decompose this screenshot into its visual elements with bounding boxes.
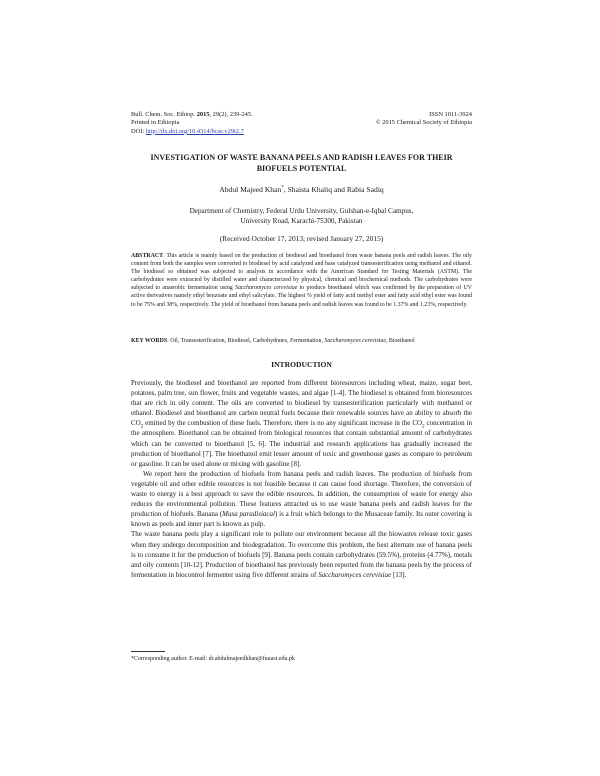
- footnote-rule: [131, 651, 165, 652]
- paragraph-1: Previously, the biodiesel and bioethanol are reported from different bioresources including wheat, maize, sugar beet, potatoes, palm tree, sun flower, fruits and vegetable wastes, and algae [1-4]. The biodiesel is obtained from bioresources that are rich in oily content. The oils are converted to biodiesel by transesterification particularly with methanol or ethanol. Biodiesel and bioethanol are carbon neutral fuels because their renewable sources have an ability to absorb the $CO_2$ emitted by the combustion of these fuels. Therefore, there is no any significant increase in the $CO_2$ concentration in the atmosphere. Bioethanol can be obtained from biological resources that contain substantial amount of carbohydrates which can be converted to bioethanol [5, 6]. The industrial and research applications has gradually increased the production of bioethanol [7]. The bioethanol emit lesser amount of toxic and greenhouse gases as compare to petroleum or gasoline. It can be used alone or mixing with gasoline [8].: [131, 379, 472, 468]
- introduction-body: [131, 378, 472, 580]
- affiliation: Department of Chemistry, Federal Urdu University, Gulshan-e-Iqbal Campus, University Road, Karachi-75300, Pakistan: [189, 207, 414, 225]
- keywords: KEY WORDS: Oil, Transesterification, Biodiesel, Carbohydrates, Fermentation, Saccharomyces cerevisiae, Bioethanol: [131, 338, 415, 344]
- authors: Abdul Majeed Khan*, Shaista Khaliq and Rabia Sadiq: [219, 185, 384, 194]
- received-dates: (Received October 17, 2013; revised January 27, 2015): [219, 234, 384, 243]
- doi: DOI: http://dx.doi.org/10.4314/bcse.v29i2.7: [131, 127, 244, 135]
- paragraph-3: The waste banana peels play a significant role to pollute our environment because all the biowastes release toxic gases when they undergo decomposition and biodegradation. To overcome this problem, the best alternate use of banana peels is to consume it for the production of biofuels [9]. Banana peels contain carbohydrates (59.5%), proteins (4.77%), metals and oily contents [10-12]. Production of bioethanol has previously been reported from the banana peels by the process of fermentation in biocontrol fermenter using five different strains of Saccharomyces cerevisiae [13].: [131, 530, 472, 579]
- copyright: © 2015 Chemical Society of Ethiopia: [375, 119, 472, 127]
- keywords-label: KEY WORDS: [131, 338, 168, 344]
- printed-in: Printed in Ethiopia: [131, 119, 180, 127]
- introduction-heading: INTRODUCTION: [271, 360, 332, 369]
- journal-header: [131, 111, 472, 136]
- abstract-label: ABSTRACT: [131, 253, 164, 259]
- paragraph-2: We report here the production of biofuels from banana peels and radish leaves. The production of biofuels from vegetable oil and other edible resources is not feasible because it can cause food shortage. Therefore, the conversion of waste to energy is a best approach to save the edible resources. In addition, the consumption of waste for energy also reduces the environmental pollution. These features attracted us to use waste banana peels and radish leaves for the production of biofuels. Banana (Musa paradisiacal) is a fruit which belongs to the Musaceae family. Its outer covering is known as peels and inner part is known as pulp.: [131, 469, 473, 529]
- article-title: INVESTIGATION OF WASTE BANANA PEELS AND RADISH LEAVES FOR THEIR BIOFUELS POTENTIAL: [150, 153, 453, 173]
- journal-citation: Bull. Chem. Soc. Ethiop. 2015, 29(2), 239-245.: [131, 111, 253, 118]
- issn: ISSN 1011-3924: [429, 111, 472, 118]
- abstract: ABSTRACT. This article is mainly based on the production of biodiesel and bioethanol from waste banana peels and radish leaves. The oily content from both the samples were converted to biodiesel by acid catalyzed and base catalyzed transesterification using methanol and ethanol. The biodiesel so obtained was subjected to analysis in accordance with the American Standard for Testing Materials (ASTM). The carbohydrates were extracted by distilled water and characterized by physical, chemical and biochemical methods. The carbohydrates were subjected to anaerobic fermentation using Saccharomyces cerevisiae to produce bioethanol which was confirmed by the preparation of UV active derivatives namely ethyl benzoate and ethyl salicylate. The highest % yield of fatty acid methyl ester and fatty acid ethyl ester was found to be 75% and 38%, respectively. The yield of bioethanol from banana peels and radish leaves was found to be 1.37% and 1.23%, respectively.: [131, 253, 472, 308]
- doi-link[interactable]: http://dx.doi.org/10.4314/bcse.v29i2.7: [145, 127, 244, 135]
- corresponding-marker: *: [281, 185, 284, 191]
- corresponding-author-footnote: *Corresponding author. E-mail: dr.abdulmajeedkhan@fuuast.edu.pk: [131, 656, 295, 662]
